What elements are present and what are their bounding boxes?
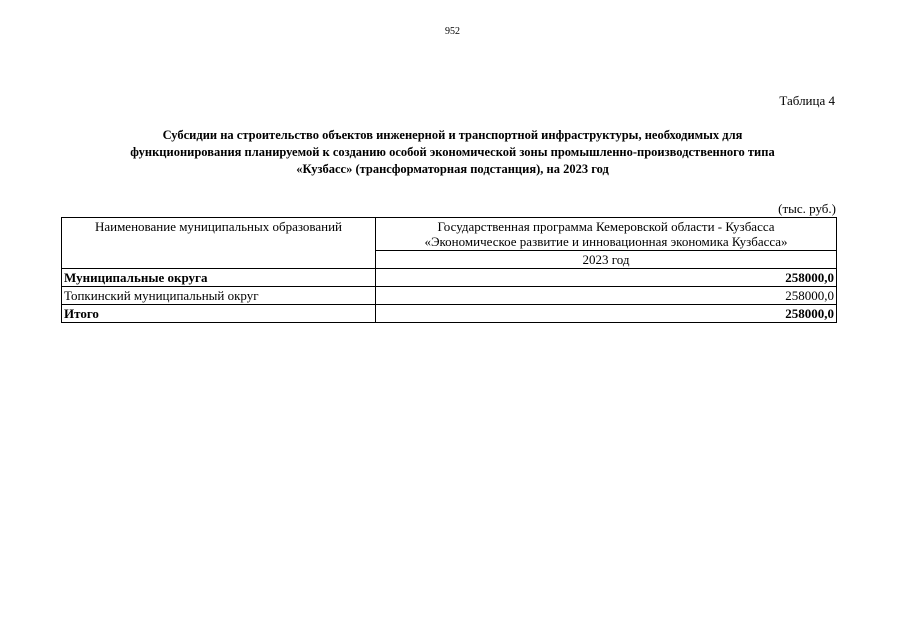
header-program xyxy=(376,218,837,251)
table-row xyxy=(62,269,837,287)
total-label: Итого xyxy=(62,305,376,323)
document-title-line-1: Субсидии на строительство объектов инженерной и транспортной инфраструктуры, необходимых для xyxy=(162,128,743,142)
row-value: 258000,0 xyxy=(376,269,837,287)
document-title xyxy=(60,127,845,178)
subsidy-table xyxy=(61,217,837,323)
header-municipality-name: Наименование муниципальных образований xyxy=(62,218,376,269)
table-row xyxy=(62,287,837,305)
row-value: 258000,0 xyxy=(376,287,837,305)
table-header-row xyxy=(62,218,837,251)
row-name: Топкинский муниципальный округ xyxy=(62,287,376,305)
total-value: 258000,0 xyxy=(376,305,837,323)
document-title-line-3: «Кузбасс» (трансформаторная подстанция), на 2023 год xyxy=(296,162,609,176)
table-row-total xyxy=(62,305,837,323)
header-year: 2023 год xyxy=(376,251,837,269)
document-title-line-2: функционирования планируемой к созданию особой экономической зоны промышленно-производственного типа xyxy=(130,145,775,159)
units-note: (тыс. руб.) xyxy=(778,201,836,216)
row-name: Муниципальные округа xyxy=(62,269,376,287)
page-number: 952 xyxy=(445,26,460,37)
table-label: Таблица 4 xyxy=(779,93,835,108)
header-program-line-2: «Экономическое развитие и инновационная экономика Кузбасса» xyxy=(424,234,788,249)
header-program-line-1: Государственная программа Кемеровской области - Кузбасса xyxy=(437,219,775,234)
